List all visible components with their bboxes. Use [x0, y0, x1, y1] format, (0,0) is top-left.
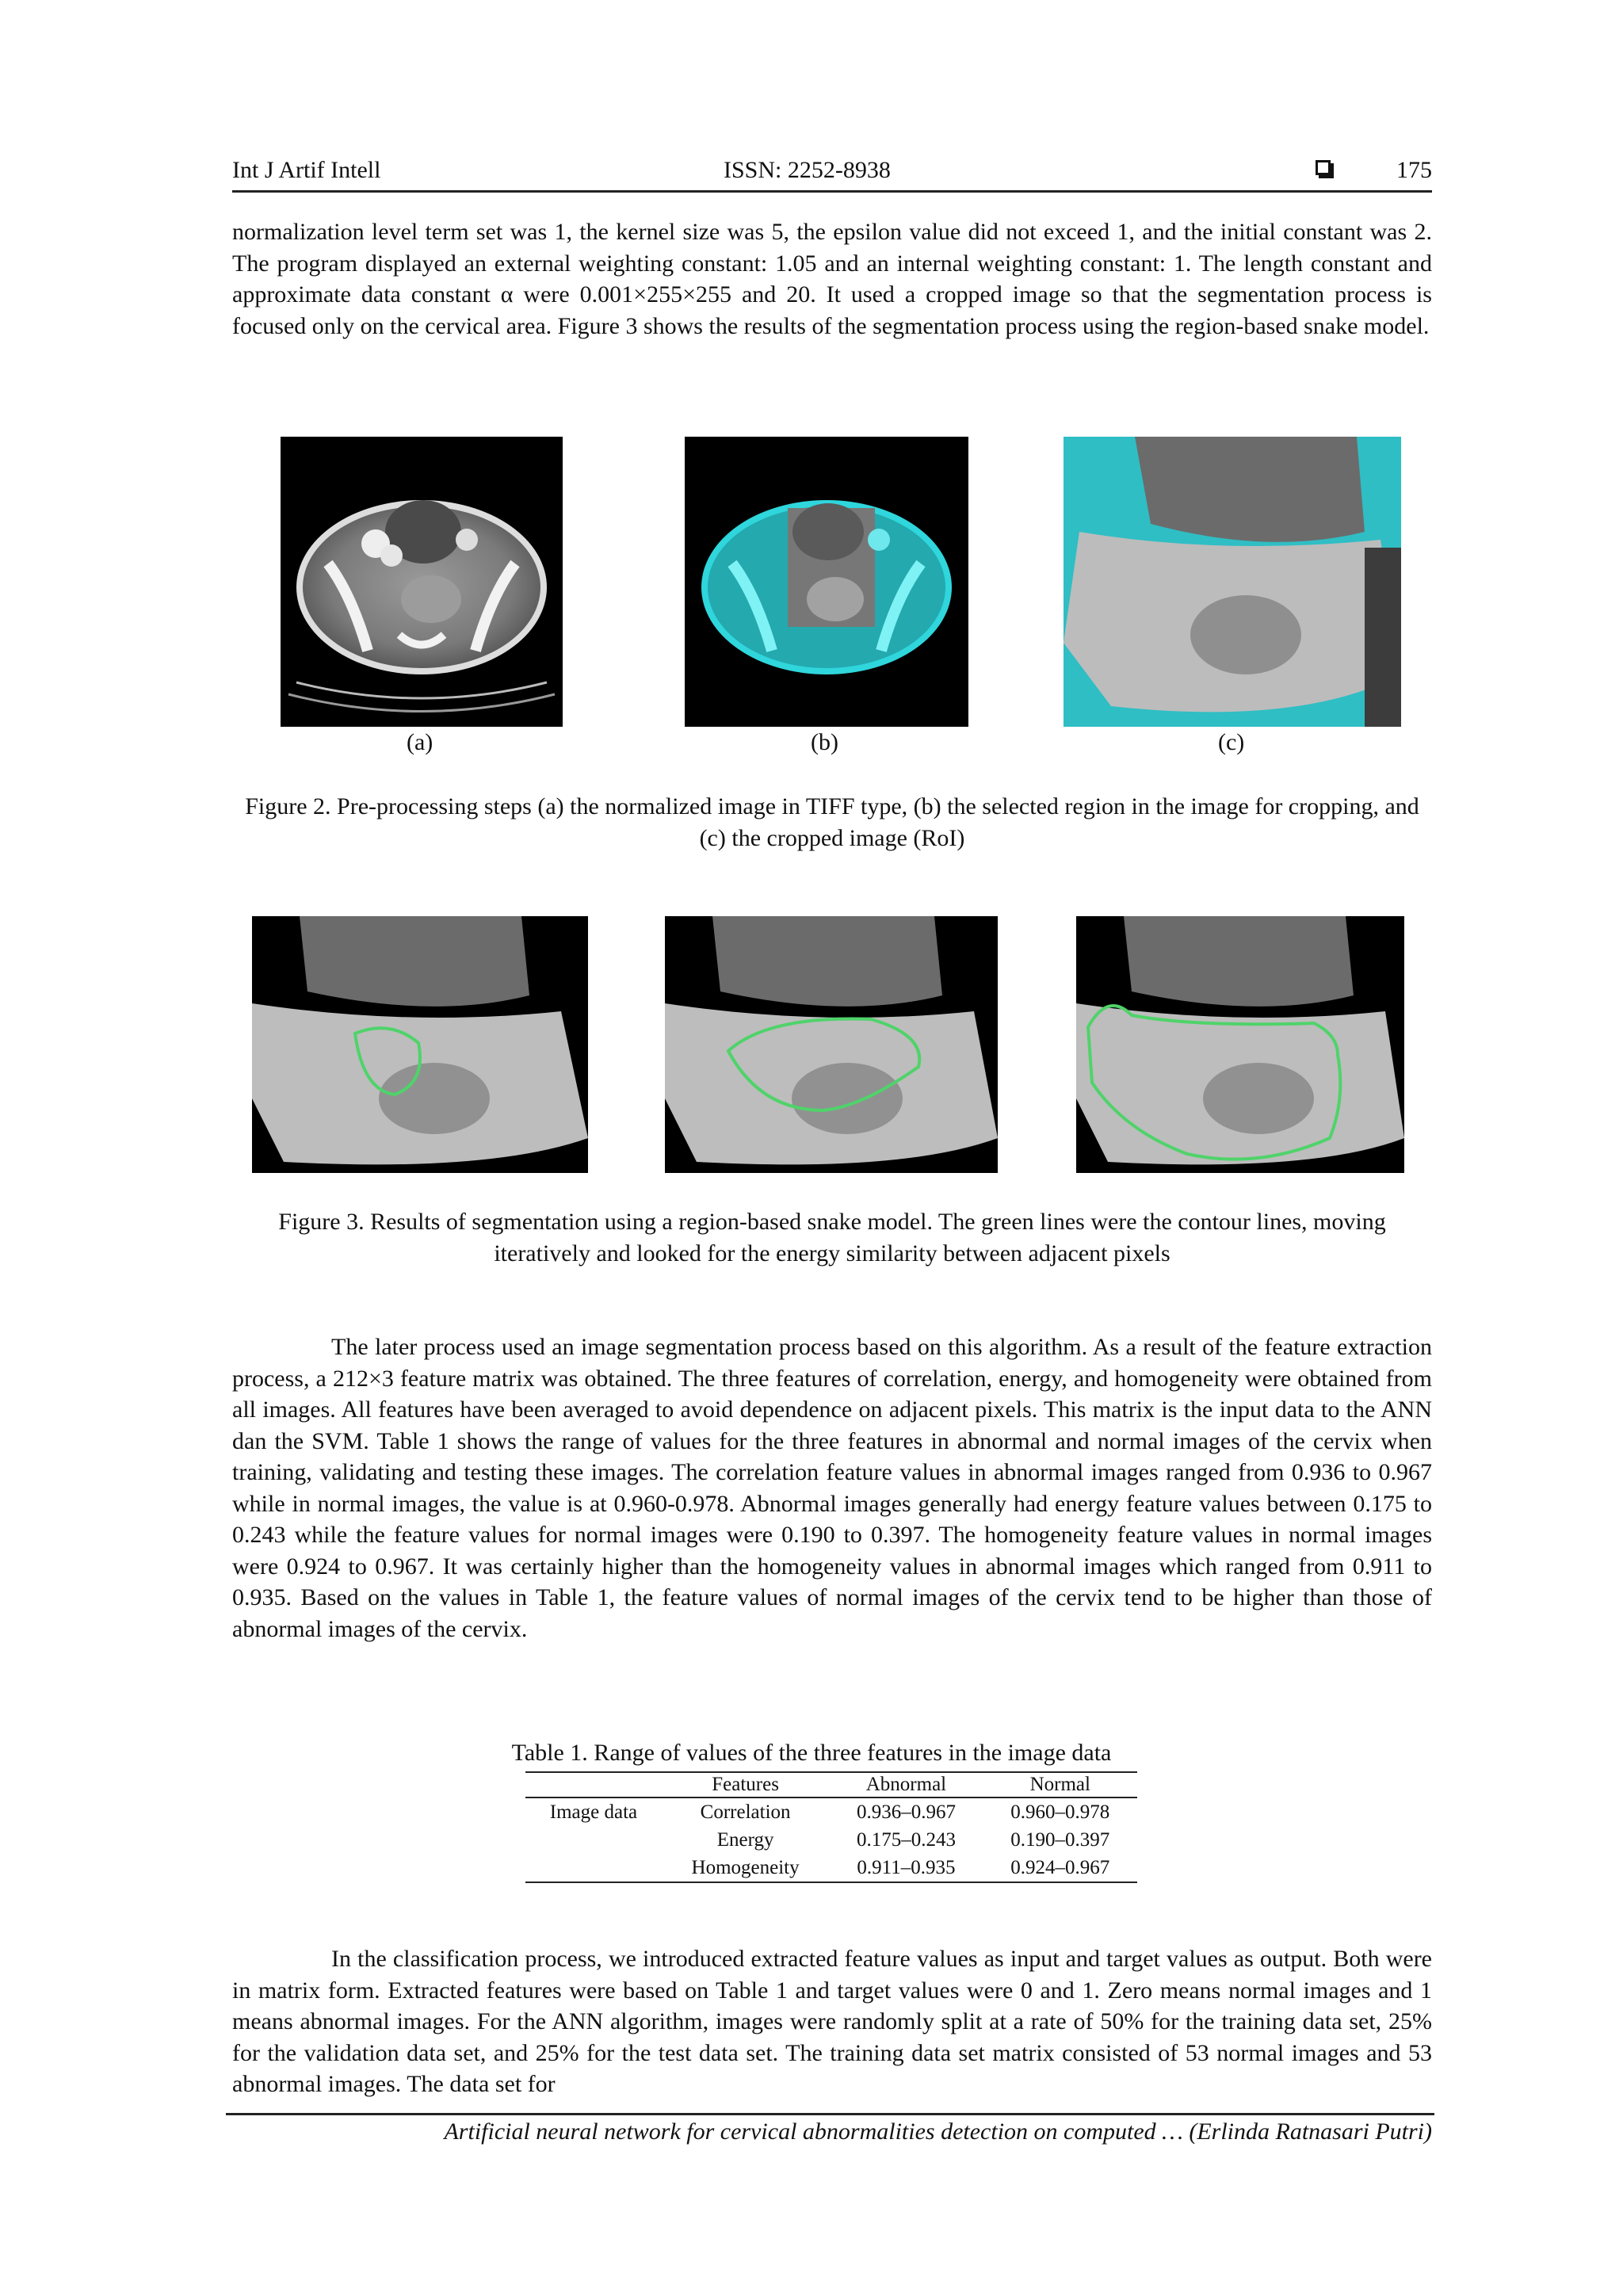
table-header-cell: Features — [662, 1772, 829, 1797]
figure3-image-2 — [665, 916, 998, 1173]
paragraph-3: In the classification process, we introduced extracted feature values as input and target values as output. Both were in matrix form. Extracted features were based on Table 1 and target values were 0 and 1. Zero means normal images and 1 means abnormal images. For the ANN algorithm, images were randomly split at a rate of 50% for the training data set, 25% for the validation data set, and 25% for the test data set. The training data set matrix consisted of 53 normal images and 53 abnormal images. The data set for — [232, 1946, 1432, 2097]
table-cell: 0.175–0.243 — [856, 1828, 956, 1851]
figure2-image-b — [685, 437, 968, 727]
table-cell: 0.911–0.935 — [829, 1854, 983, 1882]
running-title: Artificial neural network for cervical abnormalities detection on computed … (Erlinda Ratnasari Putri) — [444, 2118, 1432, 2145]
table-cell: 0.924–0.967 — [983, 1854, 1137, 1882]
table-header-cell — [525, 1772, 662, 1797]
figure2-image-c — [1064, 437, 1401, 727]
figure3-image-3 — [1076, 916, 1404, 1173]
figure2-image-a — [281, 437, 563, 727]
table-cell: Energy — [716, 1828, 774, 1851]
paragraph-2: The later process used an image segmentation process based on this algorithm. As a result of the feature extraction process, a 212×3 feature matrix was obtained. The three features of correlation, energy, and homogeneity were obtained from all images. All features have been averaged to avoid dependence on adjacent pixels. This matrix is the input data to the ANN dan the SVM. Table 1 shows the range of values for the three features in abnormal and normal images of the cervix when training, validating and testing these images. The correlation feature values in abnormal images ranged from 0.936 to 0.967 while in normal images, the value is at 0.960-0.978. Abnormal images generally had energy feature values between 0.175 to 0.243 while the feature values for normal images were 0.190 to 0.397. The homogeneity feature values in normal images were 0.924 to 0.967. It was certainly higher than the homogeneity values in abnormal images which ranged from 0.911 to 0.935. Based on the values in Table 1, the feature values of normal images of the cervix tend to be higher than those of abnormal images of the cervix. — [232, 1334, 1432, 1642]
figure3-caption: Figure 3. Results of segmentation using a region-based snake model. The green lines were the contour lines, moving iteratively and looked for the energy similarity between adjacent pixels — [278, 1209, 1386, 1266]
table-cell — [525, 1826, 662, 1854]
square-bullet-icon — [1316, 160, 1331, 175]
journal-name: Int J Artif Intell — [232, 157, 381, 183]
figure2-label-c: (c) — [1218, 729, 1245, 755]
figure2-label-a: (a) — [407, 729, 433, 755]
footer-rule — [226, 2113, 1434, 2115]
table-header-cell: Normal — [983, 1772, 1137, 1797]
table1 — [525, 1771, 1137, 1883]
table-cell: 0.960–0.978 — [1010, 1801, 1110, 1823]
issn: ISSN: 2252-8938 — [724, 157, 891, 183]
table-row — [525, 1797, 1137, 1826]
figure2-caption: Figure 2. Pre-processing steps (a) the normalized image in TIFF type, (b) the selected region in the image for cropping, and (c) the cropped image (RoI) — [245, 793, 1419, 851]
page-header — [232, 155, 1432, 193]
page-number: 175 — [1396, 157, 1432, 183]
figure2-label-b: (b) — [811, 729, 838, 755]
table-header-cell: Abnormal — [829, 1772, 983, 1797]
table-header-row — [525, 1772, 1137, 1797]
figure3-image-1 — [252, 916, 588, 1173]
table-cell: Homogeneity — [662, 1854, 829, 1882]
table-cell: Image data — [549, 1801, 638, 1823]
table-cell: Correlation — [700, 1801, 791, 1823]
table-cell: 0.936–0.967 — [856, 1801, 956, 1823]
table-row — [525, 1826, 1137, 1854]
table-cell: 0.190–0.397 — [1010, 1828, 1110, 1851]
table-cell — [525, 1854, 662, 1882]
table-row — [525, 1854, 1137, 1882]
paragraph-1: normalization level term set was 1, the kernel size was 5, the epsilon value did not exceed 1, and the initial constant was 2. The program displayed an external weighting constant: 1.05 and an internal weighting constant: 1. The length constant and approximate data constant α were 0.001×255×255 and 20. It used a cropped image so that the segmentation process is focused only on the cervical area. Figure 3 shows the results of the segmentation process using the region-based snake model. — [232, 219, 1432, 339]
table1-title: Table 1. Range of values of the three features in the image data — [511, 1740, 1112, 1766]
